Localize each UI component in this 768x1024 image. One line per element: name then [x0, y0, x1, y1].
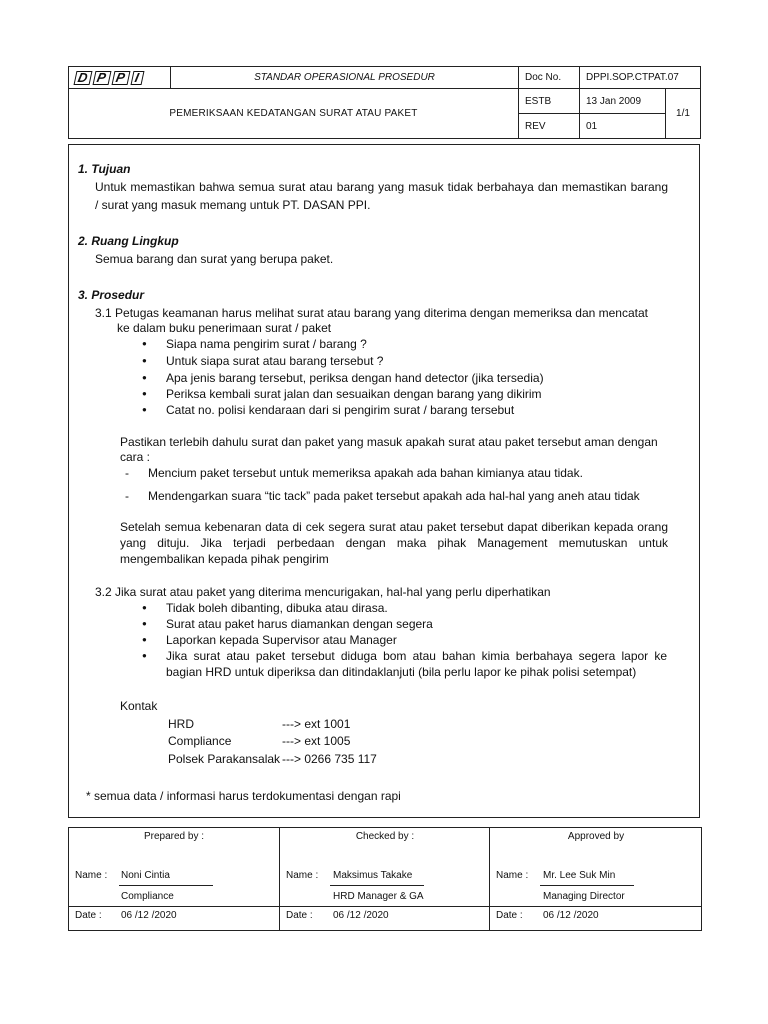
contact-name: Compliance: [168, 734, 232, 748]
signer-role: Managing Director: [543, 891, 625, 902]
signature-prepared: [69, 828, 279, 930]
setelah-line-2: yang dituju. Jika terjadi perbedaan dengan maka pihak Management memutuskan untuk: [120, 536, 668, 550]
name-label: Name :: [496, 870, 529, 881]
signature-line: [119, 885, 213, 886]
contact-value: ---> ext 1001: [282, 717, 351, 731]
page-number: 1/1: [666, 89, 701, 139]
contact-value: ---> 0266 735 117: [282, 752, 377, 766]
setelah-line-1: Setelah semua kebenaran data di cek segera surat atau paket tersebut dapat diberikan kepada orang: [120, 520, 668, 534]
signature-table: [68, 827, 702, 931]
footnote: * semua data / informasi harus terdokumentasi dengan rapi: [86, 789, 401, 803]
rev-label: REV: [519, 114, 580, 139]
divider: [69, 906, 279, 907]
pastikan-line-2: cara :: [120, 450, 151, 464]
list-item: ● Apa jenis barang tersebut, periksa dengan hand detector (jika tersedia): [166, 370, 544, 386]
list-item: ● Siapa nama pengirim surat / barang ?: [166, 336, 367, 352]
signer-role: HRD Manager & GA: [333, 891, 424, 902]
list-item-continuation: bagian HRD untuk diperiksa dan ditindaklanjuti (bila perlu lapor ke pihak polisi setempat): [166, 665, 637, 679]
sign-date: 06 /12 /2020: [543, 910, 599, 921]
signature-line: [330, 885, 424, 886]
contact-name: Polsek Parakansalak: [168, 752, 281, 766]
list-item: ● Surat atau paket harus diamankan dengan segera: [166, 616, 433, 632]
section-1-text-line-1: Untuk memastikan bahwa semua surat atau barang yang masuk tidak berbahaya dan memastikan barang: [95, 180, 668, 194]
divider: [280, 906, 490, 907]
signature-heading: Checked by :: [355, 831, 415, 842]
date-label: Date :: [496, 910, 523, 921]
list-item: ● Jika surat atau paket tersebut diduga bom atau bahan kimia berbahaya segera lapor ke: [166, 648, 667, 664]
list-item: ● Catat no. polisi kendaraan dari si pengirim surat / barang tersebut: [166, 402, 514, 418]
doc-no-label: Doc No.: [519, 67, 580, 89]
sop-label: STANDAR OPERASIONAL PROSEDUR: [171, 67, 519, 89]
signer-name: Mr. Lee Suk Min: [543, 870, 616, 881]
logo-cell: [69, 67, 171, 89]
kontak-label: Kontak: [120, 699, 158, 713]
signer-name: Maksimus Takake: [333, 870, 413, 881]
signature-heading: Approved by: [567, 831, 625, 842]
section-3-title: 3. Prosedur: [78, 288, 145, 302]
document-title: PEMERIKSAAN KEDATANGAN SURAT ATAU PAKET: [69, 89, 519, 139]
signer-role: Compliance: [121, 891, 174, 902]
date-label: Date :: [286, 910, 313, 921]
estb-value: 13 Jan 2009: [580, 89, 666, 114]
section-2-title: 2. Ruang Lingkup: [78, 234, 179, 248]
contact-name: HRD: [168, 717, 194, 731]
step-3-1-line-1: 3.1 Petugas keamanan harus melihat surat atau barang yang diterima dengan memeriksa dan mencatat: [95, 306, 648, 320]
divider: [490, 906, 702, 907]
contact-value: ---> ext 1005: [282, 734, 351, 748]
list-item: ● Laporkan kepada Supervisor atau Manager: [166, 632, 397, 648]
dppi-logo: D P P I: [75, 70, 164, 85]
rev-value: 01: [580, 114, 666, 139]
list-item: - Mencium paket tersebut untuk memeriksa apakah ada bahan kimianya atau tidak.: [148, 465, 583, 481]
document-header: [68, 66, 701, 139]
name-label: Name :: [75, 870, 108, 881]
section-2-text: Semua barang dan surat yang berupa paket.: [95, 252, 334, 266]
list-item: ● Periksa kembali surat jalan dan sesuaikan dengan barang yang dikirim: [166, 386, 542, 402]
sign-date: 06 /12 /2020: [121, 910, 177, 921]
list-item: ● Untuk siapa surat atau barang tersebut ?: [166, 353, 383, 369]
section-1-text-line-2: / surat yang masuk memang untuk PT. DASAN PPI.: [95, 198, 371, 212]
signature-checked: [279, 828, 490, 930]
step-3-2-line: 3.2 Jika surat atau paket yang diterima mencurigakan, hal-hal yang perlu diperhatikan: [95, 585, 551, 599]
date-label: Date :: [75, 910, 102, 921]
signature-line: [540, 885, 634, 886]
pastikan-line-1: Pastikan terlebih dahulu surat dan paket yang masuk apakah surat atau paket tersebut aman dengan: [120, 435, 658, 449]
list-item: ● Tidak boleh dibanting, dibuka atau dirasa.: [166, 600, 388, 616]
sign-date: 06 /12 /2020: [333, 910, 389, 921]
doc-no-value: DPPI.SOP.CTPAT.07: [580, 67, 701, 89]
section-1-title: 1. Tujuan: [78, 162, 131, 176]
signer-name: Noni Cintia: [121, 870, 170, 881]
setelah-line-3: mengembalikan kepada pihak pengirim: [120, 552, 329, 566]
name-label: Name :: [286, 870, 319, 881]
list-item: - Mendengarkan suara “tic tack” pada paket tersebut apakah ada hal-hal yang aneh atau tidak: [148, 488, 640, 504]
step-3-1-line-2: ke dalam buku penerimaan surat / paket: [117, 321, 332, 335]
signature-heading: Prepared by :: [143, 831, 205, 842]
estb-label: ESTB: [519, 89, 580, 114]
signature-approved: [489, 828, 702, 930]
